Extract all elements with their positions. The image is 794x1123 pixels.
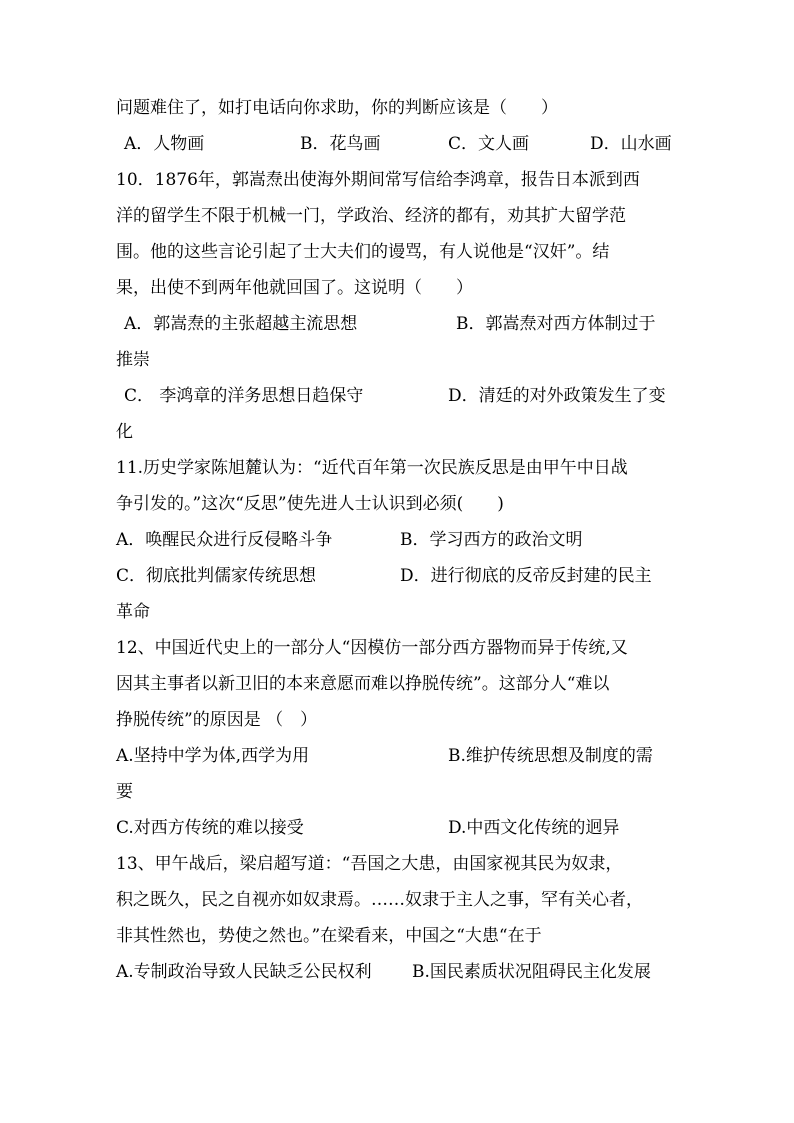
q13-stem-line: 非其性然也，势使之然也。”在梁看来，中国之“大患“在于 [116, 926, 542, 946]
q11-option-d: D．进行彻底的反帝反封建的民主 [400, 566, 652, 586]
q9-option-c: C．文人画 [448, 134, 530, 154]
q10-stem-line: 果，出使不到两年他就回国了。这说明（ ） [116, 278, 473, 298]
q10-option-c: C． 李鸿章的洋务思想日趋保守 [124, 386, 364, 406]
q10-option-d-continued: 化 [116, 422, 133, 442]
q12-option-b-continued: 要 [116, 782, 133, 802]
q12-option-a: A.坚持中学为体,西学为用 [116, 746, 310, 766]
q12-stem-line: 12、中国近代史上的一部分人“因模仿一部分西方器物而异于传统,又 [116, 638, 628, 658]
q11-options-ab [116, 530, 696, 550]
q10-stem-line: 10．1876年，郭嵩焘出使海外期间常写信给李鸿章，报告日本派到西 [116, 170, 640, 190]
q13-option-a: A.专制政治导致人民缺乏公民权利 [116, 962, 372, 982]
q12-options-cd [116, 818, 696, 838]
q13-options-ab [116, 962, 696, 982]
q9-option-d: D．山水画 [590, 134, 672, 154]
q10-options-ab [116, 314, 696, 334]
q10-option-d: D．清廷的对外政策发生了变 [448, 386, 666, 406]
q13-stem-line: 13、甲午战后，梁启超写道：“吾国之大患，由国家视其民为奴隶， [116, 854, 623, 874]
q10-option-a: A．郭嵩焘的主张超越主流思想 [124, 314, 358, 334]
q13-stem-line: 积之既久，民之自视亦如奴隶焉。……奴隶于主人之事，罕有关心者， [116, 890, 643, 910]
q9-options [116, 134, 696, 154]
q12-options-ab [116, 746, 696, 766]
q10-options-cd [116, 386, 696, 406]
q13-option-b: B.国民素质状况阻碍民主化发展 [412, 962, 651, 982]
q11-option-c: C．彻底批判儒家传统思想 [116, 566, 317, 586]
q12-option-d: D.中西文化传统的迥异 [448, 818, 620, 838]
q10-stem-line: 围。他的这些言论引起了士大夫们的谩骂，有人说他是“汉奸”。结 [116, 242, 610, 262]
q12-stem-line: 挣脱传统”的原因是 （ ） [116, 710, 318, 730]
q11-option-b: B．学习西方的政治文明 [400, 530, 583, 550]
q9-option-b: B．花鸟画 [300, 134, 381, 154]
q9-option-a: A．人物画 [124, 134, 205, 154]
q10-option-b: B．郭嵩焘对西方体制过于 [456, 314, 656, 334]
q12-stem-line: 因其主事者以新卫旧的本来意愿而难以挣脱传统”。这部分人“难以 [116, 674, 610, 694]
q10-option-b-continued: 推崇 [116, 350, 150, 370]
q12-option-c: C.对西方传统的难以接受 [116, 818, 304, 838]
q12-option-b: B.维护传统思想及制度的需 [448, 746, 653, 766]
q11-options-cd [116, 566, 696, 586]
q11-option-a: A．唤醒民众进行反侵略斗争 [116, 530, 333, 550]
q11-stem-line: 11.历史学家陈旭麓认为：“近代百年第一次民族反思是由甲午中日战 [116, 458, 628, 478]
q10-stem-line: 洋的留学生不限于机械一门，学政治、经济的都有，劝其扩大留学范 [116, 206, 626, 226]
q11-stem-line: 争引发的。”这次“反思”使先进人士认识到必须( ) [116, 494, 504, 514]
q11-option-d-continued: 革命 [116, 602, 150, 622]
q9-stem-tail: 问题难住了，如打电话向你求助，你的判断应该是（ ） [116, 98, 558, 118]
